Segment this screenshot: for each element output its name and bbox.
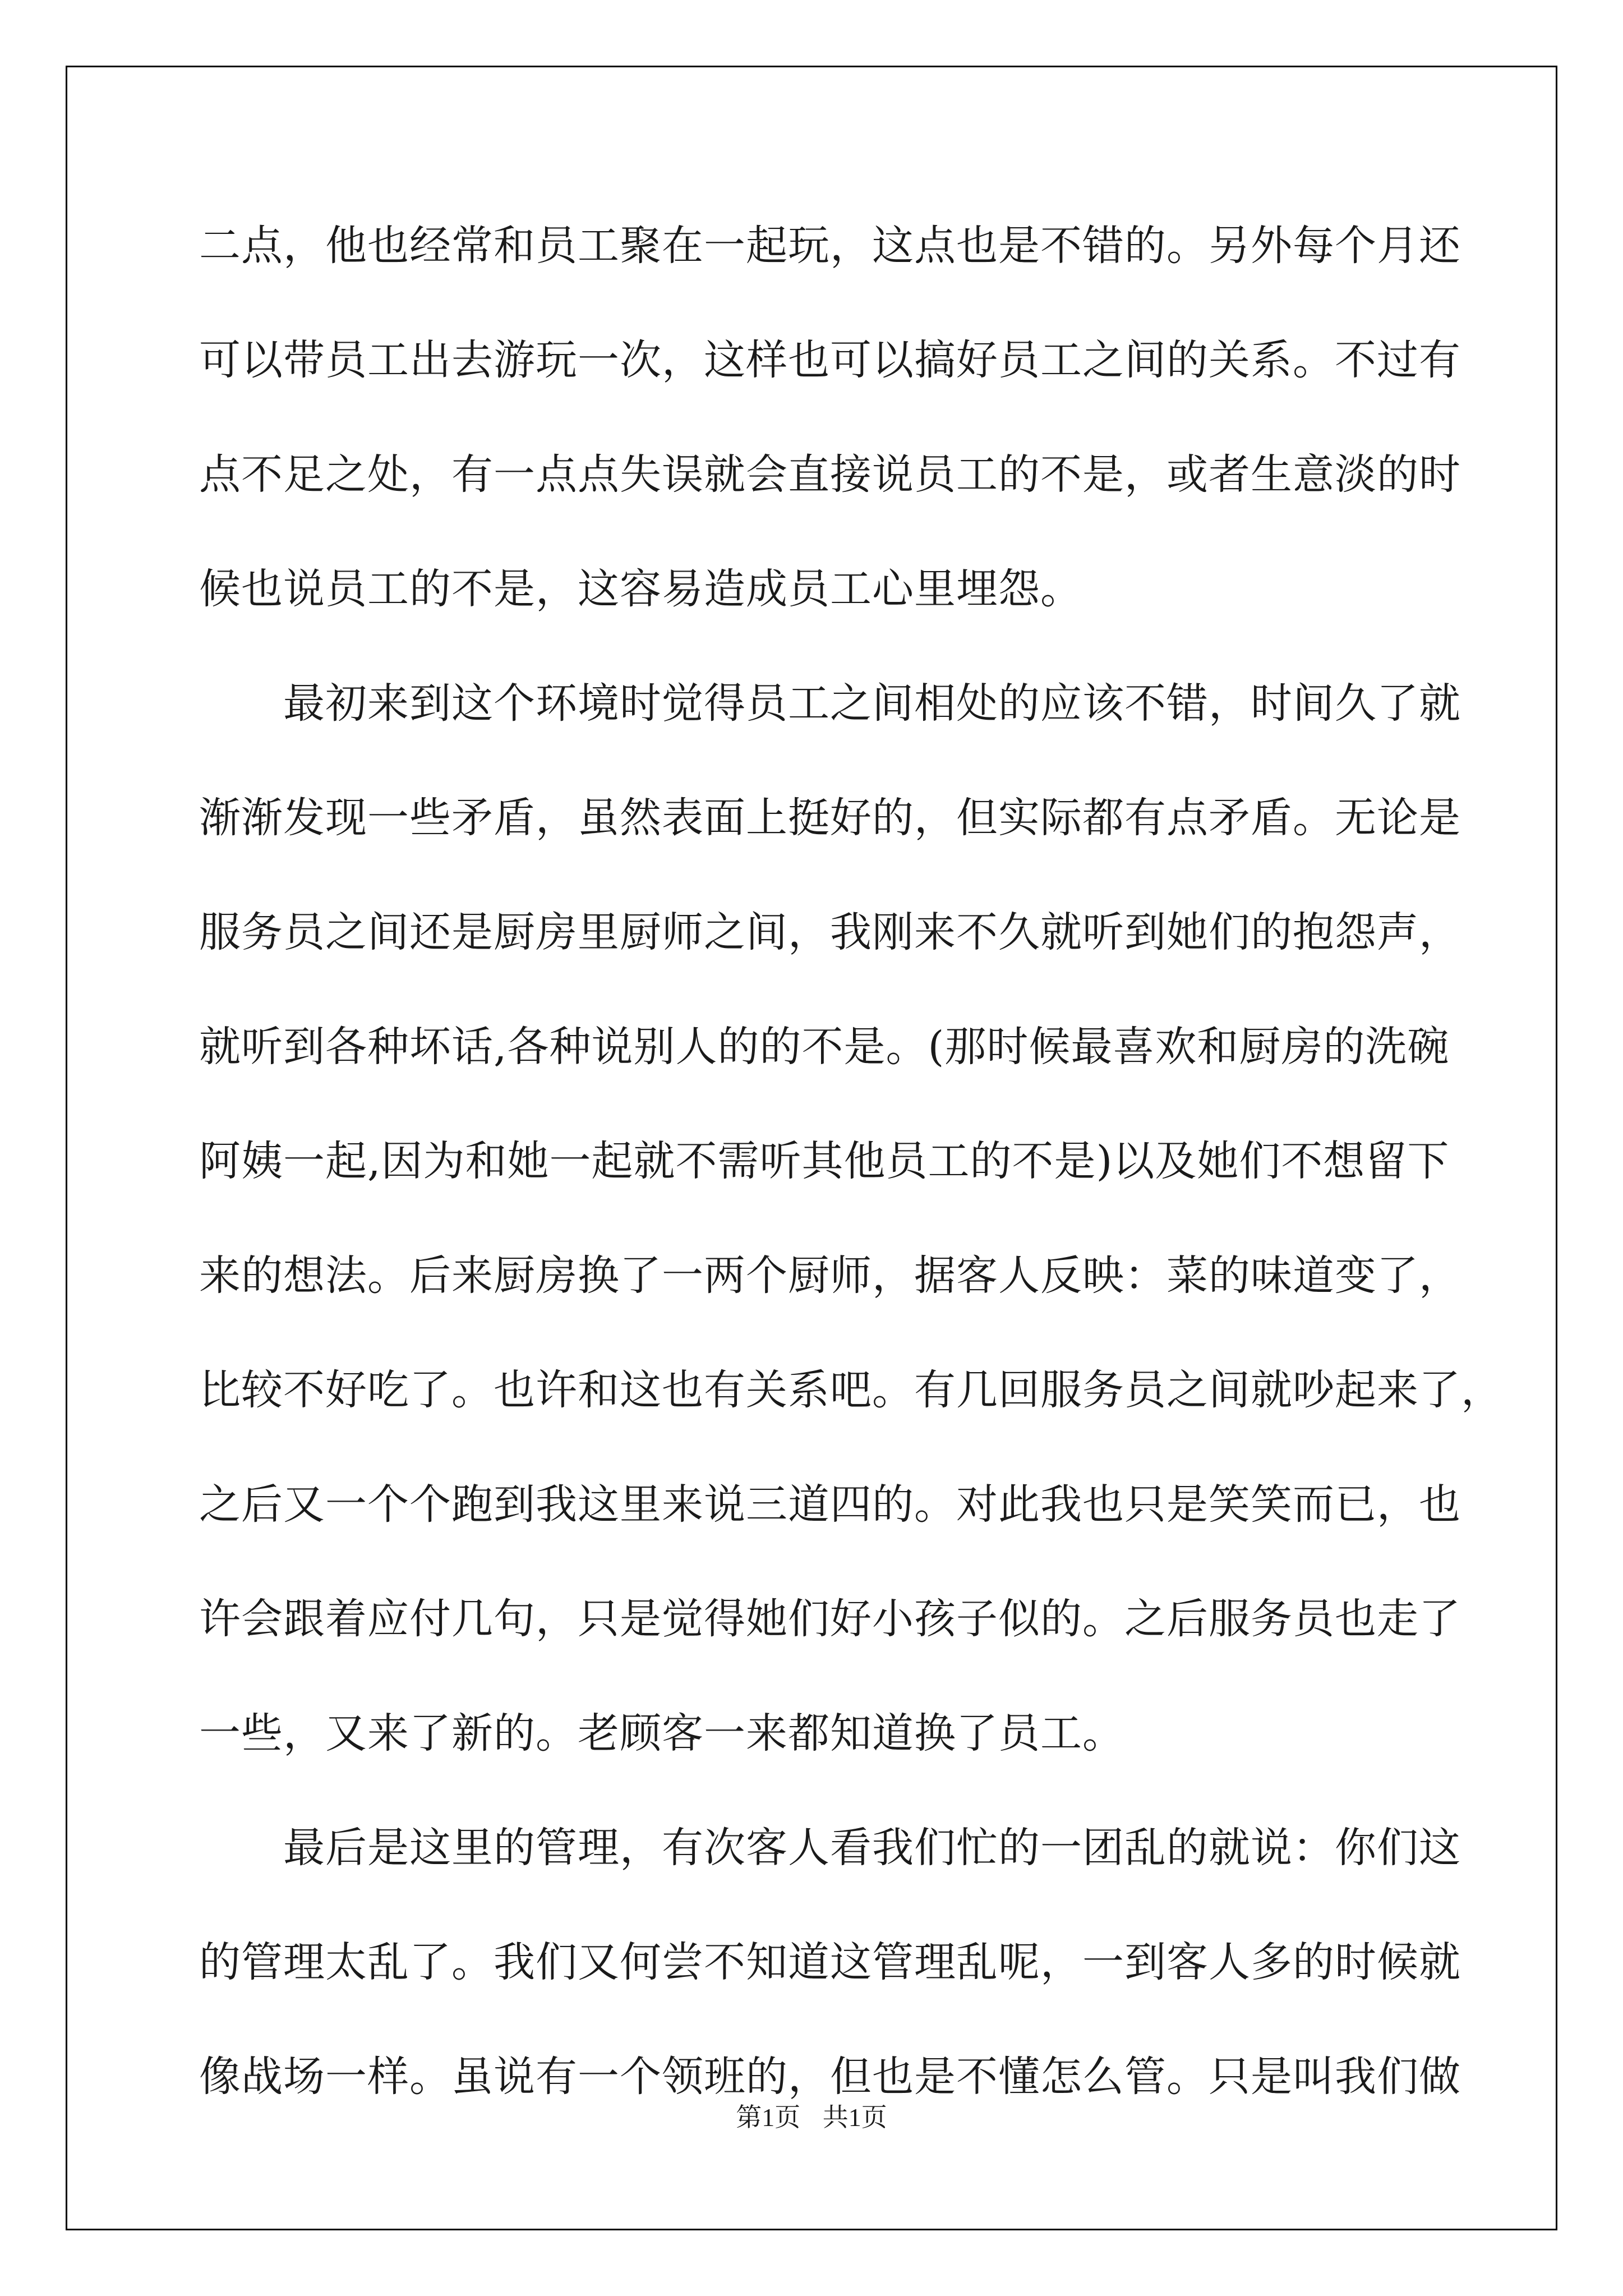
text-line: 服务员之间还是厨房里厨师之间，我刚来不久就听到她们的抱怨声，	[199, 908, 1461, 956]
text-line: 一些，又来了新的。老顾客一来都知道换了员工。	[199, 1709, 1124, 1757]
text-line: 来的想法。后来厨房换了一两个厨师，据客人反映：菜的味道变了，	[199, 1251, 1461, 1300]
text-line: 像战场一样。虽说有一个领班的，但也是不懂怎么管。只是叫我们做	[199, 2053, 1461, 2101]
text-line: 最初来到这个环境时觉得员工之间相处的应该不错，时间久了就	[283, 679, 1461, 728]
text-line: 最后是这里的管理，有次客人看我们忙的一团乱的就说：你们这	[283, 1824, 1461, 1872]
paragraph-2	[199, 670, 1503, 1814]
page-footer	[0, 2097, 1623, 2134]
text-line: 渐渐发现一些矛盾，虽然表面上挺好的，但实际都有点矛盾。无论是	[199, 794, 1461, 842]
text-line: 之后又一个个跑到我这里来说三道四的。对此我也只是笑笑而已，也	[199, 1480, 1461, 1529]
text-line: 可以带员工出去游玩一次，这样也可以搞好员工之间的关系。不过有	[199, 336, 1461, 384]
page-number: 第1页	[736, 2103, 801, 2132]
text-line: 二点，他也经常和员工聚在一起玩，这点也是不错的。另外每个月还	[199, 222, 1461, 270]
text-line: 比较不好吃了。也许和这也有关系吧。有几回服务员之间就吵起来了，	[199, 1366, 1503, 1414]
document-body	[199, 212, 1503, 2157]
paragraph-1	[199, 212, 1461, 670]
text-line: 许会跟着应付几句，只是觉得她们好小孩子似的。之后服务员也走了	[199, 1595, 1461, 1643]
text-line: 候也说员工的不是，这容易造成员工心里埋怨。	[199, 565, 1082, 613]
page-total: 共1页	[822, 2103, 887, 2132]
text-line: 就听到各种坏话,各种说别人的的不是。(那时候最喜欢和厨房的洗碗	[199, 1023, 1450, 1071]
text-line: 阿姨一起,因为和她一起就不需听其他员工的不是)以及她们不想留下	[199, 1137, 1450, 1185]
text-line: 点不足之处，有一点点失误就会直接说员工的不是，或者生意淡的时	[199, 450, 1461, 499]
text-line: 的管理太乱了。我们又何尝不知道这管理乱呢，一到客人多的时候就	[199, 1938, 1461, 1986]
